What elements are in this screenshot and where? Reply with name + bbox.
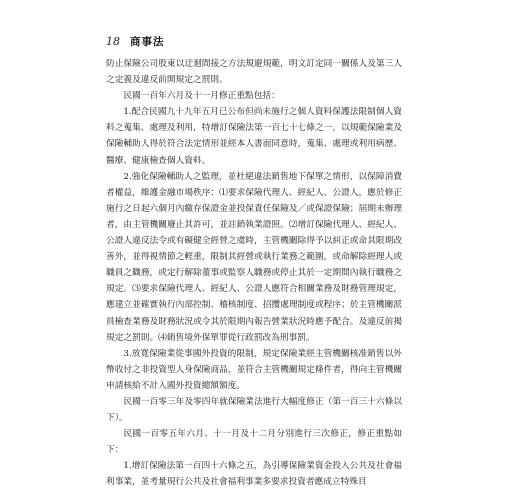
paragraph: 民國一百零三年及零四年就保險業法進行大幅度修正（第一百三十六條以下）。 xyxy=(106,396,402,424)
paragraph: 民國一百年六月及十一月修正重點包括： xyxy=(123,91,280,102)
paragraph: 1.增訂保險法第一百四十六條之五，為引導保險業資金投入公共及社會福利事業，並考量現行公共及社會福利事業多要求投資者應成立特殊目 xyxy=(106,461,402,488)
page-number: 18 xyxy=(106,35,120,48)
paragraph: 防止保險公司股東以迂迴間接之方法規避規範，明文訂定同一關係人及第三人之定義及違反前開規定之罰則。 xyxy=(106,59,402,86)
running-title: 商事法 xyxy=(130,36,165,48)
paragraph: 2.強化保險輔助人之監理，並杜絕違法銷售地下保單之情形，以保障消費者權益，維護金融市場秩序：⑴要求保險代理人、經紀人、公證人，應於修正施行之日起六個月內繳存保證金並投保責任保險及／或保證保險；屆期未辦理者，由主管機關廢止其許可，並註銷執業證照。⑵增訂保險代理人、經紀人、公證人違反法令或有礙健全經營之虞時，主管機關除得予以糾正或命其限期改善外，並得視情節之輕重，限制其經營或執行業務之範圍，或命解除經理人或職員之職務，或定行解除董事或監察人職務或停止其於一定期間內執行職務之規定。⑶要求保險代理人、經紀人、公證人應符合相關業務及財務管理規定，應建立並確實執行內部控制、稽核制度、招攬處理制度或程序；於主管機關派員檢查業務及財務狀況或令其於限期內報告營業狀況時應予配合。及違反前揭規定之罰則。⑷銷售境外保單罪從行政罰改為刑事罰。 xyxy=(106,171,402,343)
paragraph: 民國一百零五年六月、十一月及十二月分別進行三次修正，修正重點如下： xyxy=(106,429,402,456)
paragraph: 3.放寬保險業從事國外投資的限制，規定保險業經主管機關核准銷售以外幣收付之非投資型人身保險商品，並符合主管機關規定條件者，得向主管機關申請核給不計入國外投資總額額度。 xyxy=(106,348,402,391)
paragraph: 1.配合民國九十九年五月已公布但尚未施行之個人資料保護法限制個人資料之蒐集、處理及利用，特增訂保險法第一百七十七條之一，以規範保險業及保險輔助人得於符合法定情形並經本人書面同意時，蒐集、處理或利用病歷、醫療、健康檢查個人資料。 xyxy=(106,107,402,166)
page-header xyxy=(106,34,165,49)
body-text xyxy=(106,56,402,491)
